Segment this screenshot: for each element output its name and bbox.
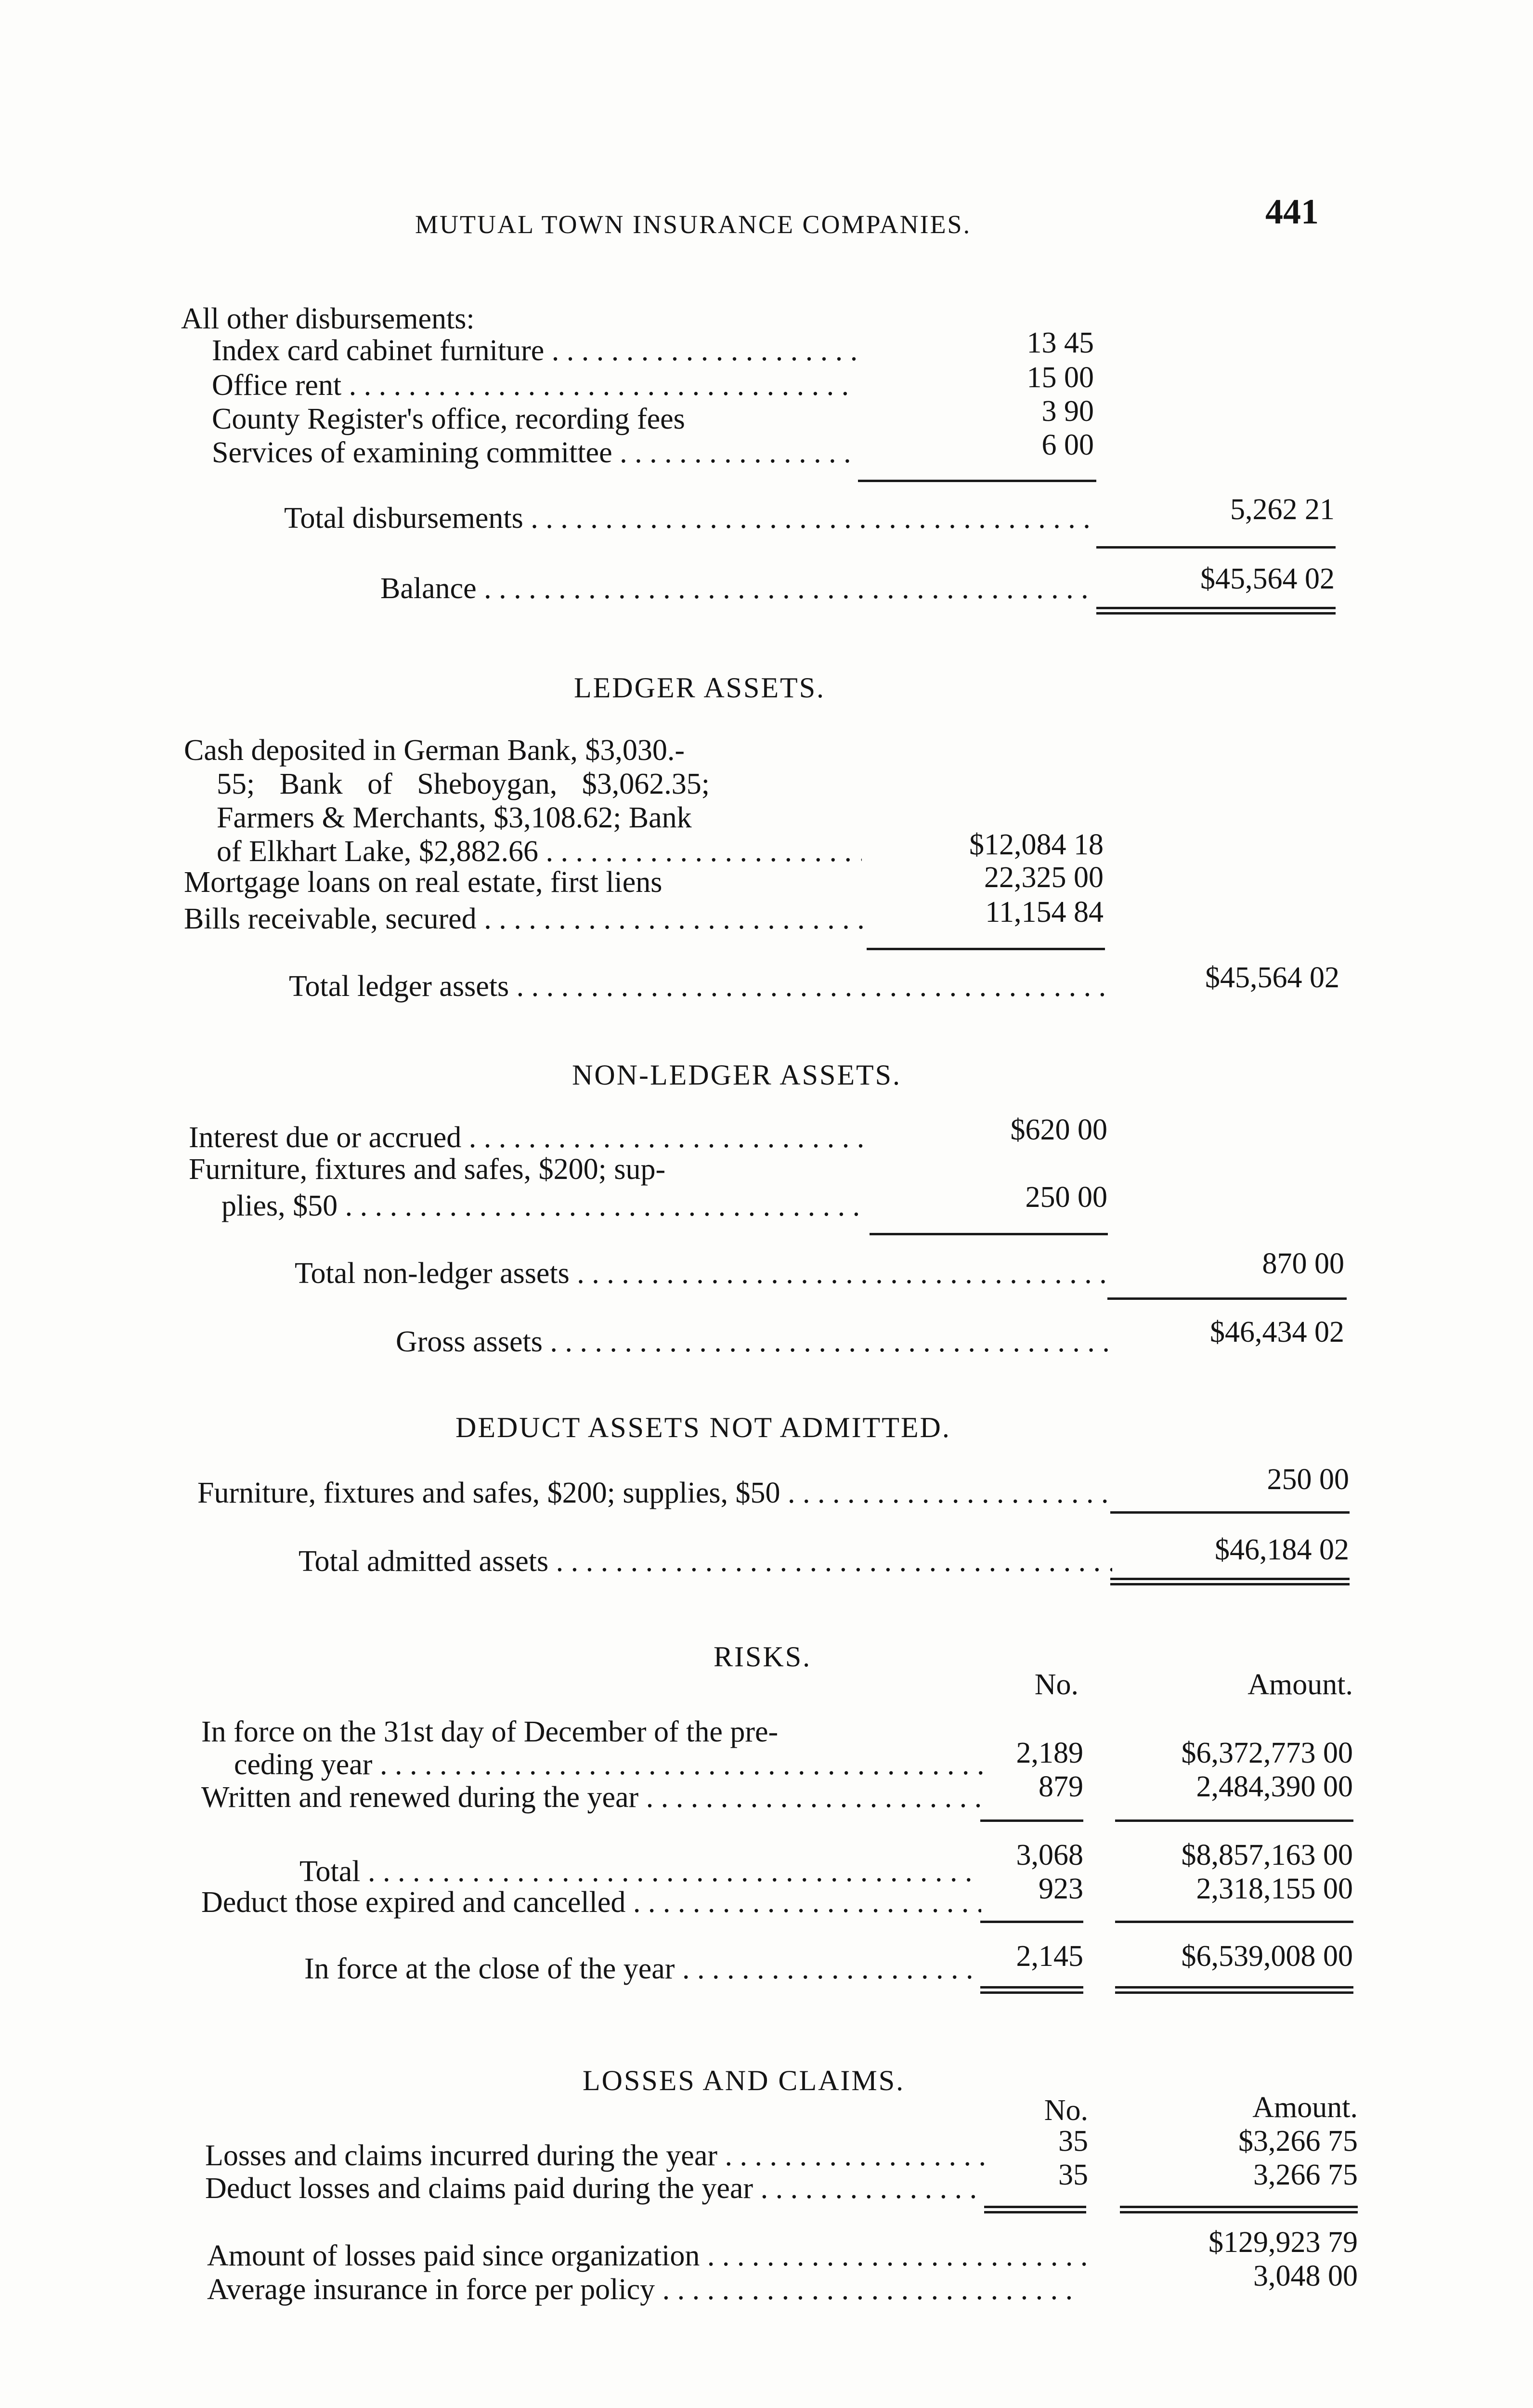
risks-amount-double-rule <box>1115 1986 1353 1994</box>
total-ledger-amount: $45,564 02 <box>1205 961 1339 994</box>
risks-col-no: No. <box>1034 1668 1078 1701</box>
furniture-amount: 250 00 <box>1025 1181 1107 1214</box>
risk-row-1-line-2: ceding year . . . <box>234 1747 985 1782</box>
total-disbursements-amount: 5,262 21 <box>1230 493 1335 526</box>
total-admitted-amount: $46,184 02 <box>1215 1533 1349 1566</box>
losses-paid-label: Deduct losses and claims paid during the year . . . <box>205 2171 985 2206</box>
cash-line-3: Farmers & Merchants, $3,108.62; Bank <box>217 801 692 834</box>
risk-deduct-no: 923 <box>1039 1872 1083 1905</box>
not-admitted-item-amount: 250 00 <box>1267 1463 1349 1496</box>
losses-heading: LOSSES AND CLAIMS. <box>583 2065 905 2096</box>
risk-total-amount: $8,857,163 00 <box>1181 1839 1353 1871</box>
risk-row-2-label: Written and renewed during the year . . . <box>201 1780 981 1815</box>
gross-assets-amount: $46,434 02 <box>1210 1316 1344 1348</box>
not-admitted-item-label: Furniture, fixtures and safes, $200; supplies, $50 . . . <box>197 1476 1112 1510</box>
disbursement-label-office-rent: Office rent . . . <box>212 368 857 403</box>
losses-col-no: No. <box>1044 2094 1088 2127</box>
risk-row-2-amount: 2,484,390 00 <box>1196 1770 1353 1803</box>
bills-amount: 11,154 84 <box>985 896 1104 929</box>
risks-col-amount: Amount. <box>1247 1668 1353 1701</box>
ledger-assets-heading: LEDGER ASSETS. <box>574 672 826 704</box>
losses-paid-amount: 3,266 75 <box>1253 2159 1358 2191</box>
page-number: 441 <box>1265 192 1319 232</box>
non-ledger-subtotal-rule <box>870 1233 1108 1235</box>
risk-total-label: Total . . . <box>299 1854 981 1889</box>
risk-row-1-no: 2,189 <box>1016 1737 1083 1769</box>
cash-line-1: Cash deposited in German Bank, $3,030.- <box>184 734 685 767</box>
risks-heading: RISKS. <box>714 1641 812 1673</box>
cash-amount: $12,084 18 <box>969 828 1104 861</box>
gross-rule <box>1107 1297 1347 1300</box>
risks-no-rule-1 <box>980 1819 1083 1822</box>
cash-line-4: of Elkhart Lake, $2,882.66 . . . <box>217 834 862 869</box>
total-disbursements-label: Total disbursements . . . <box>284 501 1098 536</box>
disbursement-amount-committee: 6 00 <box>1041 429 1094 461</box>
losses-since-organization-amount: $129,923 79 <box>1208 2226 1358 2259</box>
losses-since-organization-label: Amount of losses paid since organization . . . <box>207 2238 1088 2273</box>
losses-col-amount: Amount. <box>1252 2091 1358 2124</box>
interest-label: Interest due or accrued . . . <box>189 1120 868 1155</box>
average-insurance-label: Average insurance in force per policy . . . <box>207 2272 1074 2307</box>
risk-total-no: 3,068 <box>1016 1839 1083 1871</box>
furniture-line-2: plies, $50 . . . <box>221 1189 868 1223</box>
risk-close-no: 2,145 <box>1016 1940 1083 1973</box>
disbursement-amount-register: 3 90 <box>1041 395 1094 428</box>
losses-incurred-label: Losses and claims incurred during the year . . . <box>205 2138 985 2173</box>
disbursement-amount-index-card: 13 45 <box>1026 327 1094 359</box>
running-header: MUTUAL TOWN INSURANCE COMPANIES. <box>415 210 972 239</box>
losses-amount-double-rule <box>1120 2206 1358 2213</box>
non-ledger-heading: NON-LEDGER ASSETS. <box>572 1059 902 1091</box>
risks-no-rule-2 <box>980 1921 1083 1923</box>
disbursement-label-index-card: Index card cabinet furniture . . . <box>212 333 857 368</box>
balance-label: Balance . . . <box>380 571 1098 606</box>
losses-incurred-amount: $3,266 75 <box>1238 2125 1358 2158</box>
admitted-double-rule <box>1110 1578 1350 1585</box>
losses-no-double-rule <box>984 2206 1086 2213</box>
subtotal-rule <box>858 480 1096 482</box>
gross-assets-label: Gross assets . . . <box>396 1324 1108 1359</box>
balance-rule <box>1096 546 1336 549</box>
mortgage-amount: 22,325 00 <box>984 861 1104 894</box>
total-non-ledger-label: Total non-ledger assets . . . <box>295 1256 1108 1291</box>
total-admitted-label: Total admitted assets . . . <box>299 1544 1112 1579</box>
risk-close-amount: $6,539,008 00 <box>1181 1940 1353 1973</box>
not-admitted-heading: DEDUCT ASSETS NOT ADMITTED. <box>455 1412 951 1443</box>
risk-row-1-amount: $6,372,773 00 <box>1181 1737 1353 1769</box>
mortgage-label: Mortgage loans on real estate, first liens <box>184 866 663 899</box>
ledger-subtotal-rule <box>867 948 1105 950</box>
risk-row-2-no: 879 <box>1039 1770 1083 1803</box>
disbursement-amount-office-rent: 15 00 <box>1026 361 1094 394</box>
balance-amount: $45,564 02 <box>1200 563 1335 595</box>
total-non-ledger-amount: 870 00 <box>1262 1247 1344 1280</box>
admitted-rule <box>1110 1511 1350 1514</box>
risks-amount-rule-2 <box>1115 1921 1353 1923</box>
bills-label: Bills receivable, secured . . . <box>184 902 863 936</box>
risk-close-label: In force at the close of the year . . . <box>304 1951 981 1986</box>
risk-deduct-amount: 2,318,155 00 <box>1196 1872 1353 1905</box>
disbursement-label-committee: Services of examining committee . . . <box>212 435 857 470</box>
average-insurance-amount: 3,048 00 <box>1253 2260 1358 2292</box>
total-ledger-label: Total ledger assets . . . <box>289 969 1107 1004</box>
risk-row-1-line-1: In force on the 31st day of December of the pre- <box>201 1715 779 1748</box>
disbursement-label-register: County Register's office, recording fees <box>212 403 685 435</box>
interest-amount: $620 00 <box>1010 1113 1107 1146</box>
balance-double-rule <box>1096 607 1336 615</box>
risk-deduct-label: Deduct those expired and cancelled . . . <box>201 1885 981 1920</box>
risks-amount-rule-1 <box>1115 1819 1353 1822</box>
risks-no-double-rule <box>980 1986 1083 1994</box>
disbursements-heading: All other disbursements: <box>181 302 475 335</box>
losses-paid-no: 35 <box>1058 2159 1088 2191</box>
cash-line-2: 55; Bank of Sheboygan, $3,062.35; <box>217 768 710 800</box>
losses-incurred-no: 35 <box>1058 2125 1088 2158</box>
furniture-line-1: Furniture, fixtures and safes, $200; sup- <box>189 1153 666 1186</box>
